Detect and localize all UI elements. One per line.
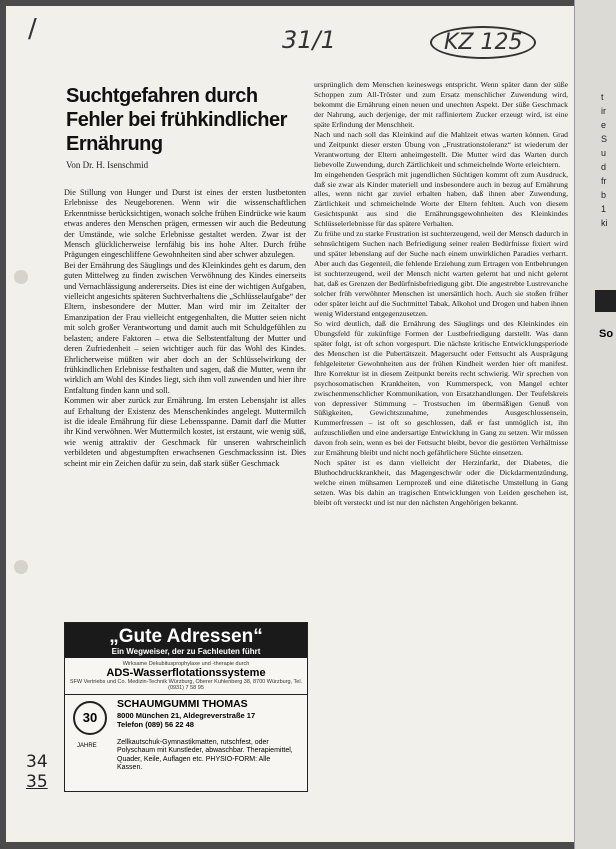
neighbor-letter: ir: [601, 106, 606, 116]
neighbor-page-edge: [574, 0, 616, 849]
phone-line: Telefon (089) 56 22 48: [117, 720, 194, 729]
neighbor-letter: t: [601, 92, 604, 102]
neighbor-letter: ki: [601, 218, 608, 228]
advert-company-2: SCHAUMGUMMI THOMAS: [117, 698, 248, 710]
neighbor-letter: d: [601, 162, 607, 172]
neighbor-letter: 1: [601, 204, 607, 214]
neighbor-letter: e: [601, 120, 607, 130]
paragraph: So wird deutlich, daß die Ernährung des Säuglings und des Kleinkindes ein Übungsfeld für zukünftige Formen der Lustbefriedigung darstellt. Was dann später folgt, ist oft schon vorgespurt. Die nächste kritische Entwicklungsperiode des Menschen ist die Pubertätszeit. Magersucht oder Fettsucht als Ausprägung fehlgeleiteter Gewohnheiten aus der frühen Kindheit werden hier oft manifest. Ihre Korrektur ist in diesem Zeitpunkt bereits recht schwierig. Wir sprechen von psychosomatischen Krankheiten, von Kummerspeck, von Mangel echter zwischenmenschlicher Kommunikation, von Ersatzhandlungen. Der Teufelskreis von depressiver Stimmung – Trostsuchen im übermäßigen Genuß von Süßigkeiten, Gewichtszunahme, zunehmendes Ausgeschlossensein, Kummerfressen – ist oft so geschlossen, daß er fast unmöglich ist, ihn aufzuschließen und eine andersartige Entwicklung in Gang zu setzen. Wir müssen davon froh sein, wenn es bei der Fettsucht bleibt, bevor die gestörten Verhältnisse zur Ernährung bleibt und nicht noch gefährlichere Süchte einsetzen.: [314, 318, 568, 458]
advert-subtitle: Ein Wegweiser, der zu Fachleuten führt: [111, 647, 261, 656]
advert-address-1: SFW Vertriebs und Co. Medizin-Technik Würzburg, Oberer Kuhlenberg 38, 8700 Würzburg, Tel. (0931) 7 58 95: [65, 679, 307, 695]
neighbor-page-text: [601, 90, 615, 290]
advert-block-2: [65, 695, 307, 791]
neighbor-dark-block: [595, 290, 616, 312]
neighbor-letter: u: [601, 148, 607, 158]
paragraph: Bei der Ernährung des Säuglings und des Kleinkindes geht es darum, den guten Mittelweg zu finden zwischen Verwöhnung des Kindes einerseits und Vernachlässigung andererseits. Dies ist eine der wichtigen Aufgaben, vielleicht angesichts späteren Suchtverhaltens die „Schlüsselaufgabe“ der Eltern, insbesondere der Mutter. Man wird mir im Zeitalter der Emanzipation der Frau vielleicht entgegenhalten, die Mutter seien nicht mit solch großer Verantwortung und damit auch mit Schuldgefühlen zu belasten; andere Faktoren – etwa die Selbstentfaltung der Mutter und deren Zufriedenheit – seien wichtiger auch für das Wohl des Kindes. Ehrlicherweise müßten wir aber doch an der Schlüsselwirkung der frühkindlichen Erlebnisse festhalten und sagen, daß die Mutter, wenn ihr wirklich am Wohl des Kindes liegt, sich ihm voll zuwenden und hier ihre Entfaltung finden kann und soll.: [64, 260, 306, 395]
paragraph: Noch später ist es dann vielleicht der Herzinfarkt, der Diabetes, die Bluthochdruckkrankheit, das Magengeschwür oder die Dickdarmentzündung, welche einen mühsamen Lernprozeß und eine diätetische Umstellung in Gang setzen. Was bis dahin an tragischen Entwicklungen von Leiden geschehen ist, bleibt oft versteckt und ist nur den nächsten Angehörigen bekannt.: [314, 458, 568, 508]
anniversary-badge: 30: [73, 701, 107, 735]
advert-banner: [65, 623, 307, 658]
page-number-handwritten: 35: [26, 772, 48, 792]
paragraph: Kommen wir aber zurück zur Ernährung. Im ersten Lebensjahr ist alles auf Erhaltung der Existenz des Menschenkindes angelegt. Muttermilch ist die ideale Ernährung für diese Lebensspanne. Damit darf die Mutter ihr Kind verwöhnen. Wer Muttermilch kostet, ist erstaunt, wie wenig süß, wie wenig attraktiv der Geschmack für unseren wahrscheinlich verbildeten und abgestumpften erwachsenen Geschmackssinn ist. Dies scheint mir ein Zeichen dafür zu sein, daß stark süßer Geschmack: [64, 396, 306, 468]
article-column-left: [64, 188, 306, 469]
article-byline: Von Dr. H. Isenschmid: [66, 160, 149, 170]
advert-company-1: ADS-Wasserflotationssysteme: [106, 667, 266, 679]
punch-hole: [14, 560, 28, 574]
handwritten-mark: /: [28, 14, 37, 44]
handwritten-number: 31/1: [282, 26, 336, 54]
neighbor-letter: S: [601, 134, 608, 144]
paragraph: ursprünglich dem Menschen keineswegs entspricht. Wenn später dann der süße Schoppen zum All-Tröster und zum Ersatz menschlicher Zuwendung wird, bekommt die Ernährung einen neuen und unechten Aspekt. Der süße Geschmack der Nahrung, auch derjenige, der mit raffiniertem Zucker erzeugt wird, ist eine späte Erfindung der Menschheit.: [314, 80, 568, 129]
handwritten-code: KZ 125: [430, 26, 536, 59]
address-line: 8000 München 21, Aldegreverstraße 17: [117, 711, 256, 720]
paragraph: Nach und nach soll das Kleinkind auf die Mahlzeit etwas warten können. Grad und Zeitpunkt dieser ersten Übung von „Frustrationstoleranz“ ist wiederum der Verantwortung der Eltern anheimgestellt. Die Mutter wird das Warten durch liebevolle Zuwendung, durch Zärtlichkeit und schmeichelnde Worte erleichtern.: [314, 129, 568, 169]
paragraph: Die Stillung von Hunger und Durst ist eines der ersten lustbetonten Erlebnisse des Neugeborenen. Wenn wir die wissenschaftlichen Erkenntnisse berücksichtigen, wonach solche frühen Eindrücke wie kaum etwas anderes den Menschen prägen, ermessen wir auch die Bedeutung der Umstände, wie solche Erlebnisse gestaltet werden. Zwar ist der Mensch glücklicherweise lernfähig bis ins hohe Alter. Durch frühe Prägungen eingeschliffene Gewohnheiten sind aber schwer abzulegen.: [64, 188, 306, 260]
neighbor-heading: So: [599, 328, 614, 340]
paragraph: Zu frühe und zu starke Frustration ist suchterzeugend, weil der Mensch dadurch in sehnsüchtigem Suchen nach Befriedigung seiner realen Bedürfnisse fixiert wird und später lebenslang auf der Suche nach einem unwirklichen Paradies verharrt. Aber auch das Gegenteil, die fehlende Erziehung zum Ertragen von Entbehrungen ist suchterzeugend, weil der Mensch nicht warten gelernt hat und nicht gelernt hat, daß es Grenzen der Bedürfnisbefriedigung gibt. Die angestrebte Lustrevanche solcher früh verwöhnter Menschen ist unersättlich hoch. Auch sie stoßen früher oder später leicht auf die Suchtmittel Tabak, Alkohol und Drogen und haben ihnen wenig Widerstand entgegenzusetzen.: [314, 229, 568, 318]
badge-label: JAHRE: [77, 743, 97, 749]
article-headline: Suchtgefahren durch Fehler bei frühkindlicher Ernährung: [66, 85, 287, 155]
neighbor-letter: fr: [601, 176, 607, 186]
neighbor-letter: b: [601, 190, 607, 200]
advert-intro: Wirksame Dekubitusprophylaxe und -therapie durch: [122, 661, 250, 667]
classified-advert: [64, 622, 308, 792]
punch-hole: [14, 270, 28, 284]
paragraph: Im eingehenden Gespräch mit jugendlichen Süchtigen kommt oft zum Ausdruck, daß sie zwar als Kinder materiell und insbesondere auch in bezug auf Ernährung alles, wenn nicht gar zuviel erhalten haben, daß ihnen aber Zuwendung, Zärtlichkeit und schmeichelnde Worte der Eltern fehlten. Auch von diesem Gesichtspunkt aus sind die Ernährungsgewohnheiten des Kleinkindes Schlüsselerlebnisse für das spätere Verhalten.: [314, 169, 568, 229]
article-column-right: [314, 80, 568, 508]
advert-products: Zellkautschuk-Gymnastikmatten, rutschfest, oder Polyschaum mit Kunstleder, abwaschbar. Therapiemittel, Quader, Keile, Auflagen etc. PHYSIO-FORM: Alle Kassen.: [117, 739, 293, 772]
advert-address-2: [117, 711, 255, 729]
advert-title: „Gute Adressen“: [109, 626, 263, 647]
page-number-handwritten: 34: [26, 752, 48, 772]
